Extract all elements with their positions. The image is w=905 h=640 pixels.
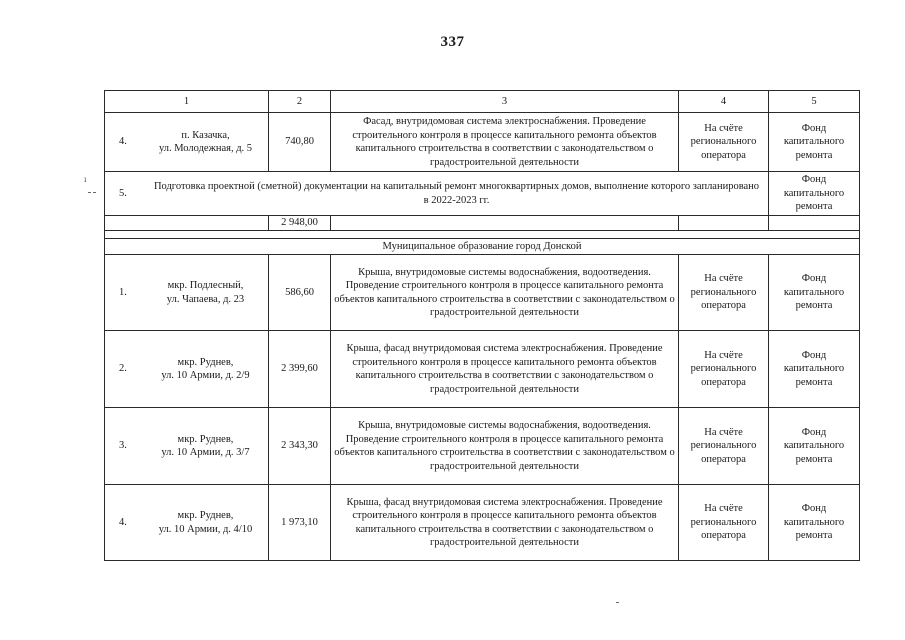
table-row xyxy=(105,331,860,408)
address-cell xyxy=(105,255,269,331)
address-line-2: ул. 10 Армии, д. 3/7 xyxy=(161,447,250,458)
work-description-cell: Крыша, фасад внутридомовая система электроснабжения. Проведение строительного контроля в процессе капитального ремонта объектов капитального строительства в соответствии с законодательством о градостроительной деятельности xyxy=(331,331,679,408)
header-col-5: 5 xyxy=(769,91,860,113)
funding-source-cell: На счёте регионального оператора xyxy=(679,485,769,561)
spacer-cell xyxy=(105,231,860,239)
design-docs-description: Подготовка проектной (сметной) документации на капитальный ремонт многоквартирных домов, выполнение которого запланировано в 2022-2023 гг. xyxy=(153,181,760,206)
cost-cell: 586,60 xyxy=(269,255,331,331)
scan-mark: ı xyxy=(84,174,87,184)
work-description-cell: Крыша, фасад внутридомовая система электроснабжения. Проведение строительного контроля в процессе капитального ремонта объектов капитального строительства в соответствии с законодательством о градостроительной деятельности xyxy=(331,485,679,561)
funding-source-cell: На счёте регионального оператора xyxy=(679,113,769,172)
table-row xyxy=(105,485,860,561)
address-cell xyxy=(105,485,269,561)
work-description-cell: Крыша, внутридомовые системы водоснабжения, водоотведения. Проведение строительного контроля в процессе капитального ремонта объектов капитального строительства в соответствии с законодательством о градостроительной деятельности xyxy=(331,408,679,485)
fund-cell: Фонд капитального ремонта xyxy=(769,408,860,485)
header-col-3: 3 xyxy=(331,91,679,113)
address xyxy=(149,509,266,536)
row-number: 4. xyxy=(119,516,127,528)
fund-cell: Фонд капитального ремонта xyxy=(769,331,860,408)
address-line-2: ул. 10 Армии, д. 4/10 xyxy=(158,523,253,535)
merged-description-cell xyxy=(105,172,769,216)
address-line-1: мкр. Подлесный, xyxy=(167,280,244,291)
row-number: 1. xyxy=(119,286,127,298)
total-row xyxy=(105,216,860,231)
funding-source-cell: На счёте регионального оператора xyxy=(679,255,769,331)
scan-mark xyxy=(88,192,91,193)
row-number: 2. xyxy=(119,363,127,375)
work-description-cell: Фасад, внутридомовая система электроснабжения. Проведение строительного контроля в процессе капитального ремонта объектов капитального строительства в соответствии с законодательством о градостроительной деятельности xyxy=(331,113,679,172)
row-number: 5. xyxy=(119,187,127,199)
fund-cell: Фонд капитального ремонта xyxy=(769,485,860,561)
page-number: 337 xyxy=(440,34,465,50)
row-number: 4. xyxy=(119,136,127,148)
address xyxy=(149,129,266,156)
address-line-1: мкр. Руднев, xyxy=(177,433,234,445)
table-row xyxy=(105,408,860,485)
total-label-cell xyxy=(105,216,269,231)
address-line-2: ул. Молодежная, д. 5 xyxy=(158,143,253,154)
funding-source-cell: На счёте регионального оператора xyxy=(679,331,769,408)
total-sum-cell: 2 948,00 xyxy=(269,216,331,231)
header-col-1: 1 xyxy=(105,91,269,113)
fund-cell: Фонд капитального ремонта xyxy=(769,255,860,331)
table-row xyxy=(105,172,860,216)
address-line-2: ул. Чапаева, д. 23 xyxy=(166,293,245,305)
address xyxy=(149,356,266,383)
work-description-cell: Крыша, внутридомовые системы водоснабжения, водоотведения. Проведение строительного контроля в процессе капитального ремонта объектов капитального строительства в соответствии с законодательством о градостроительной деятельности xyxy=(331,255,679,331)
repair-program-table xyxy=(104,90,860,561)
address-line-1: мкр. Руднев, xyxy=(177,510,234,521)
address xyxy=(149,279,266,306)
address xyxy=(149,433,266,460)
header-col-2: 2 xyxy=(269,91,331,113)
empty-cell xyxy=(769,216,860,231)
address-line-1: п. Казачка, xyxy=(181,129,230,141)
scan-mark xyxy=(93,192,96,193)
section-title-row xyxy=(105,239,860,255)
table-row xyxy=(105,255,860,331)
header-col-4: 4 xyxy=(679,91,769,113)
row-number: 3. xyxy=(119,440,127,452)
empty-cell xyxy=(679,216,769,231)
section-title: Муниципальное образование город Донской xyxy=(105,239,860,255)
address-cell xyxy=(105,331,269,408)
fund-cell: Фонд капитального ремонта xyxy=(769,172,860,216)
table-header-row xyxy=(105,91,860,113)
empty-cell xyxy=(331,216,679,231)
fund-cell: Фонд капитального ремонта xyxy=(769,113,860,172)
address-line-1: мкр. Руднев, xyxy=(177,356,234,368)
address-line-2: ул. 10 Армии, д. 2/9 xyxy=(161,370,250,381)
cost-cell: 740,80 xyxy=(269,113,331,172)
table-row xyxy=(105,113,860,172)
funding-source-cell: На счёте регионального оператора xyxy=(679,408,769,485)
scan-mark xyxy=(616,602,619,603)
cost-cell: 2 343,30 xyxy=(269,408,331,485)
address-cell xyxy=(105,113,269,172)
address-cell xyxy=(105,408,269,485)
cost-cell: 2 399,60 xyxy=(269,331,331,408)
cost-cell: 1 973,10 xyxy=(269,485,331,561)
spacer-row xyxy=(105,231,860,239)
